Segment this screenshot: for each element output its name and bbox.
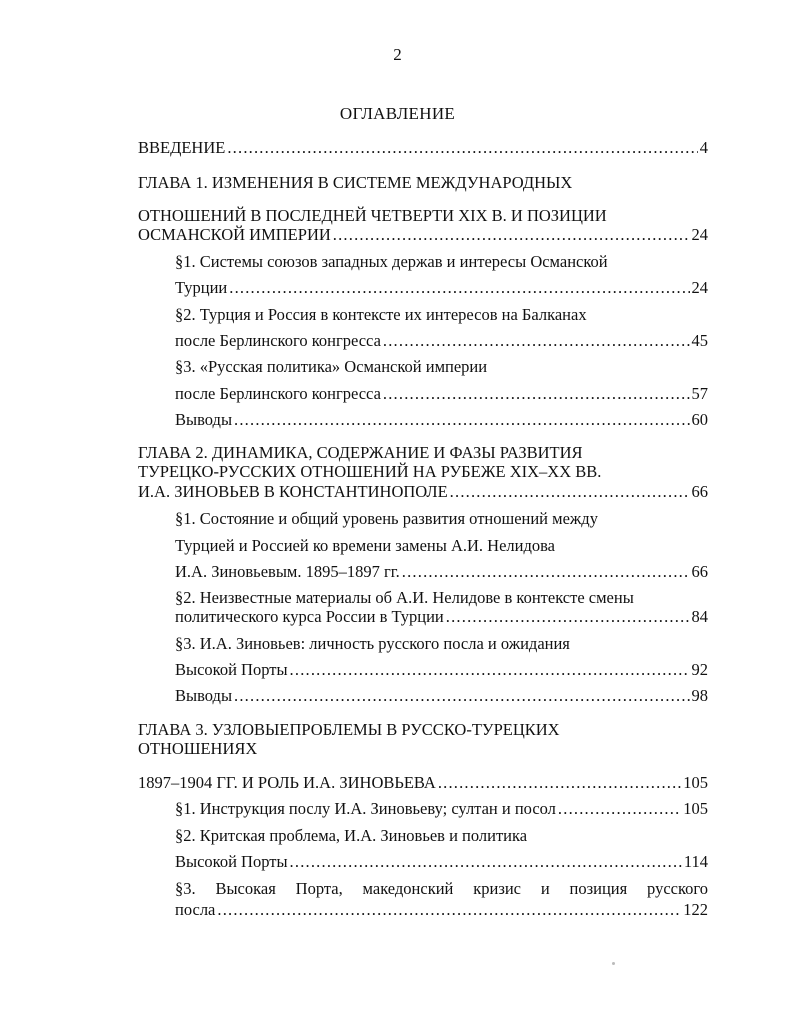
- entry-text: И.А. ЗИНОВЬЕВ В КОНСТАНТИНОПОЛЕ: [138, 482, 448, 501]
- entry-text: ГЛАВА 1. ИЗМЕНЕНИЯ В СИСТЕМЕ МЕЖДУНАРОДНЫХ: [138, 173, 573, 192]
- chapter-2-section-1-line1[interactable]: [175, 509, 708, 529]
- entry-page: 122: [683, 900, 708, 919]
- page-number: 2: [393, 45, 402, 64]
- chapter-3-section-2-line2[interactable]: [175, 852, 708, 872]
- leader-dots: [558, 799, 681, 819]
- entry-text: ВВЕДЕНИЕ: [138, 138, 226, 157]
- leader-dots: [229, 278, 689, 298]
- entry-text: политического курса России в Турции: [175, 607, 444, 626]
- chapter-2-heading-line3[interactable]: [138, 482, 708, 502]
- leader-dots: [227, 138, 697, 158]
- entry-page: 105: [683, 799, 708, 818]
- scan-speck: [612, 962, 615, 965]
- entry-text: §1. Системы союзов западных держав и интересы Османской: [175, 252, 608, 271]
- entry-text: Высокой Порты: [175, 852, 288, 871]
- entry-text: ТУРЕЦКО-РУССКИХ ОТНОШЕНИЙ НА РУБЕЖЕ XIX–XX ВВ.: [138, 462, 602, 481]
- entry-text: Выводы: [175, 686, 233, 705]
- leader-dots: [234, 686, 689, 706]
- chapter-3-section-1[interactable]: [175, 799, 708, 819]
- entry-page: 92: [691, 660, 708, 679]
- toc-entry-intro[interactable]: [138, 138, 708, 158]
- entry-text: §2. Неизвестные материалы об А.И. Нелидове в контексте смены: [175, 588, 634, 607]
- entry-text: ГЛАВА 2. ДИНАМИКА, СОДЕРЖАНИЕ И ФАЗЫ РАЗВИТИЯ: [138, 443, 583, 462]
- leader-dots: [333, 225, 690, 245]
- chapter-2-section-3-line1[interactable]: [175, 634, 708, 654]
- entry-page: 60: [691, 410, 708, 429]
- entry-text: после Берлинского конгресса: [175, 331, 381, 350]
- entry-text: после Берлинского конгресса: [175, 384, 381, 403]
- entry-text: Турции: [175, 278, 228, 297]
- leader-dots: [290, 852, 682, 872]
- chapter-1-section-2-line1[interactable]: [175, 305, 708, 325]
- chapter-2-section-1-line3[interactable]: [175, 562, 708, 582]
- entry-page: 24: [691, 225, 708, 244]
- entry-text: §1. Состояние и общий уровень развития отношений между: [175, 509, 598, 528]
- chapter-1-heading-line1[interactable]: [138, 173, 708, 193]
- entry-text: ГЛАВА 3. УЗЛОВЫЕПРОБЛЕМЫ В РУССКО-ТУРЕЦКИХ: [138, 720, 560, 739]
- chapter-1-heading-line3[interactable]: [138, 225, 708, 245]
- entry-text: Высокой Порты: [175, 660, 288, 679]
- chapter-3-section-3-line2[interactable]: [175, 900, 708, 920]
- chapter-1-heading-line2[interactable]: [138, 206, 708, 226]
- entry-page: 98: [691, 686, 708, 705]
- chapter-1-section-2-line2[interactable]: [175, 331, 708, 351]
- chapter-1-section-3-line1[interactable]: [175, 357, 708, 377]
- entry-page: 114: [683, 852, 708, 871]
- leader-dots: [450, 482, 690, 502]
- entry-text: И.А. Зиновьевым. 1895–1897 гг.: [175, 562, 400, 581]
- leader-dots: [446, 607, 690, 627]
- entry-text: §2. Критская проблема, И.А. Зиновьев и политика: [175, 826, 528, 845]
- chapter-2-section-3-line2[interactable]: [175, 660, 708, 680]
- entry-text: ОСМАНСКОЙ ИМПЕРИИ: [138, 225, 331, 244]
- leader-dots: [402, 562, 690, 582]
- entry-text: ОТНОШЕНИЯХ: [138, 739, 258, 758]
- leader-dots: [234, 410, 689, 430]
- chapter-2-heading-line2[interactable]: [138, 462, 708, 482]
- entry-text: 1897–1904 ГГ. И РОЛЬ И.А. ЗИНОВЬЕВА: [138, 773, 436, 792]
- chapter-3-heading-line2[interactable]: [138, 739, 708, 759]
- entry-page: 4: [699, 138, 708, 157]
- entry-page: 57: [691, 384, 708, 403]
- entry-text: §2. Турция и Россия в контексте их интересов на Балканах: [175, 305, 587, 324]
- entry-page: 66: [691, 482, 708, 501]
- chapter-3-heading-line3[interactable]: [138, 773, 708, 793]
- chapter-2-heading-line1[interactable]: [138, 443, 708, 463]
- entry-text: посла: [175, 900, 216, 919]
- entry-text: §3. «Русская политика» Османской империи: [175, 357, 488, 376]
- chapter-2-section-1-line2[interactable]: [175, 536, 708, 556]
- chapter-3-section-3-line1[interactable]: [175, 879, 708, 899]
- toc-title: ОГЛАВЛЕНИЕ: [339, 104, 456, 123]
- entry-text: §1. Инструкция послу И.А. Зиновьеву; султан и посол: [175, 799, 556, 818]
- chapter-2-conclusions[interactable]: [175, 686, 708, 706]
- chapter-3-heading-line1[interactable]: [138, 720, 708, 740]
- leader-dots: [383, 384, 690, 404]
- chapter-2-section-2-line2[interactable]: [175, 607, 708, 627]
- chapter-1-section-1-line1[interactable]: [175, 252, 708, 272]
- leader-dots: [290, 660, 690, 680]
- chapter-1-conclusions[interactable]: [175, 410, 708, 430]
- entry-page: 84: [691, 607, 708, 626]
- entry-page: 45: [691, 331, 708, 350]
- chapter-1-section-1-line2[interactable]: [175, 278, 708, 298]
- leader-dots: [217, 900, 681, 920]
- entry-page: 66: [691, 562, 708, 581]
- entry-text: ОТНОШЕНИЙ В ПОСЛЕДНЕЙ ЧЕТВЕРТИ XIX В. И ПОЗИЦИИ: [138, 206, 607, 225]
- leader-dots: [438, 773, 681, 793]
- chapter-3-section-2-line1[interactable]: [175, 826, 708, 846]
- chapter-1-section-3-line2[interactable]: [175, 384, 708, 404]
- entry-text: Выводы: [175, 410, 233, 429]
- entry-page: 24: [691, 278, 708, 297]
- leader-dots: [383, 331, 690, 351]
- entry-text: §3. Высокая Порта, македонский кризис и позиция русского: [175, 879, 708, 898]
- entry-text: Турцией и Россией ко времени замены А.И. Нелидова: [175, 536, 555, 555]
- entry-text: §3. И.А. Зиновьев: личность русского посла и ожидания: [175, 634, 570, 653]
- chapter-2-section-2-line1[interactable]: [175, 588, 708, 608]
- entry-page: 105: [683, 773, 708, 792]
